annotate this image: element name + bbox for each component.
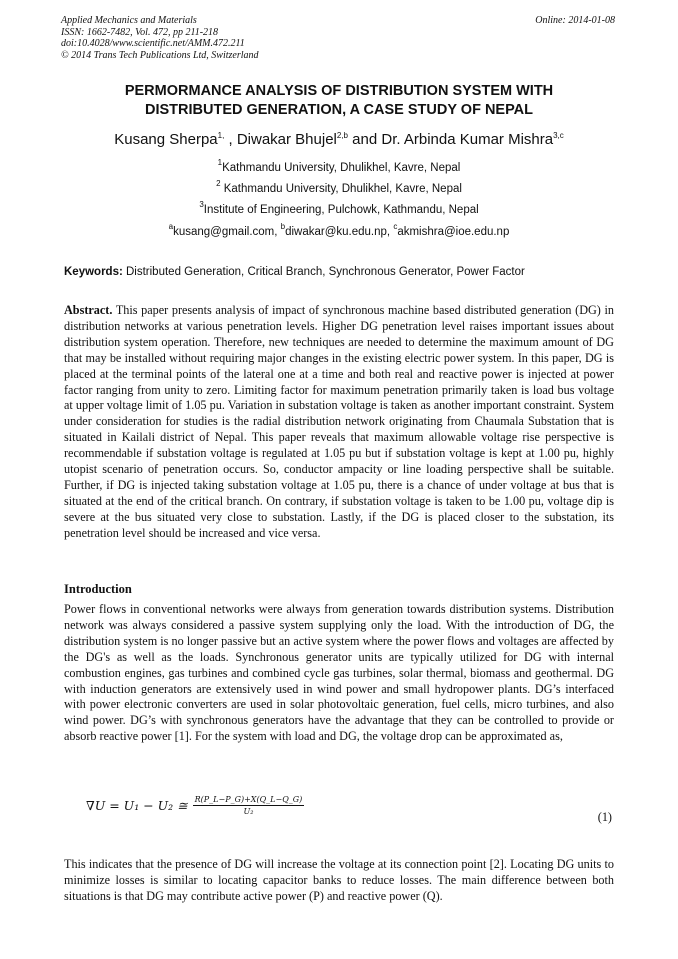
author-2-sup: 2,b <box>336 131 348 140</box>
email-line <box>64 222 614 238</box>
equation-numerator: R(P_L−P_G)+X(Q_L−Q_G) <box>194 795 303 804</box>
affiliation-1-text: Kathmandu University, Dhulikhel, Kavre, Nepal <box>222 162 461 174</box>
email-a-sup: a <box>168 222 174 231</box>
affiliation-3-text: Institute of Engineering, Pulchowk, Kathmandu, Nepal <box>203 204 479 216</box>
section-heading-introduction: Introduction <box>64 582 132 596</box>
affiliation-2-text: Kathmandu University, Dhulikhel, Kavre, Nepal <box>220 183 462 195</box>
affiliation-2 <box>64 179 614 195</box>
author-list <box>64 131 614 148</box>
copyright-line: © 2014 Trans Tech Publications Ltd, Switzerland <box>61 49 259 61</box>
author-1-sup: 1, <box>217 131 225 140</box>
email-b[interactable]: diwakar@ku.edu.np, <box>285 226 394 238</box>
journal-name: Applied Mechanics and Materials <box>61 15 197 26</box>
author-3: and Dr. Arbinda Kumar Mishra <box>348 131 554 148</box>
keywords <box>64 266 614 278</box>
paper-title <box>64 82 614 120</box>
email-b-sup: b <box>280 222 286 231</box>
affiliation-3-sup: 3 <box>199 200 204 209</box>
equation-denominator: U₂ <box>243 807 254 816</box>
title-line-1: PERMORMANCE ANALYSIS OF DISTRIBUTION SYSTEM WITH <box>124 83 554 99</box>
title-line-2: DISTRIBUTED GENERATION, A CASE STUDY OF NEPAL <box>144 102 534 118</box>
online-date: Online: 2014-01-08 <box>535 15 615 26</box>
issn-line: ISSN: 1662-7482, Vol. 472, pp 211-218 <box>61 26 219 38</box>
author-2: , Diwakar Bhujel <box>224 131 337 148</box>
affiliation-1 <box>64 158 614 174</box>
keywords-text: Distributed Generation, Critical Branch, Synchronous Generator, Power Factor <box>122 266 525 278</box>
equation-number: (1) <box>597 810 612 824</box>
equation-fraction <box>193 795 305 816</box>
abstract-label: Abstract. <box>64 303 113 317</box>
intro-paragraph-1: Power flows in conventional networks were always from generation towards distribution systems. Distribution network was always considered a passive system supplying only the load. With the introduction of DG, the distribution system is no longer passive but an active system where the power flows and voltages are affected by the DG's as well as the loads. Synchronous generator units are typically utilized for DG with internal combustion engines, gas turbines and combined cycle gas turbines, solar thermal, biomass and geothermal. DG with induction generators are extensively used in wind power and small hydropower plants. DG’s interfaced with power electronic converters are used in solar photovoltaic generation, fuel cells, micro turbines, and also wind power. DG’s with synchronous generators have the advantage that they can be controlled to provide or absorb reactive power [1]. For the system with load and DG, the voltage drop can be approximated as, <box>64 602 614 744</box>
intro-paragraph-2: This indicates that the presence of DG will increase the voltage at its connection point [2]. Locating DG units to minimize losses is similar to locating capacitor banks to reduce losses. The main difference between both situations is that DG may contribute active power (P) and reactive power (Q). <box>64 857 614 903</box>
journal-header <box>61 15 259 61</box>
email-c-sup: c <box>393 222 398 231</box>
author-3-sup: 3,c <box>553 131 564 140</box>
affiliation-3 <box>64 200 614 216</box>
keywords-label: Keywords: <box>64 266 123 278</box>
author-1: Kusang Sherpa <box>114 131 218 148</box>
email-c[interactable]: akmishra@ioe.edu.np <box>397 226 510 238</box>
abstract <box>64 303 614 542</box>
email-a[interactable]: kusang@gmail.com, <box>173 226 281 238</box>
affiliation-1-sup: 1 <box>217 158 223 167</box>
equation-lhs: ∇U = U₁ − U₂ ≅ <box>86 798 188 813</box>
affiliation-2-sup: 2 <box>216 179 221 188</box>
doi-line: doi:10.4028/www.scientific.net/AMM.472.211 <box>61 38 245 49</box>
equation-1 <box>86 795 304 816</box>
abstract-text: This paper presents analysis of impact of synchronous machine based distributed generation (DG) in distribution networks at various penetration levels. Higher DG penetration level raises important issues about distribution system operation. Therefore, new techniques are needed to determine the maximum amount of DG that may be installed without requiring major changes in the existing electric power system. In this paper, DG is placed at the terminal points of the lateral one at a time and both real and reactive power is injected at power factor ranging from unity to zero. Limiting factor for maximum penetration primarily taken is load bus voltage at upper voltage limit of 1.05 pu. Variation in substation voltage is taken as another important constraint. System under consideration for studies is the radial distribution network originating from Chaumala Substation that is situated in Kailali district of Nepal. This paper reveals that maximum allowable voltage rise perspective is recommendable if substation voltage is regulated at 1.05 pu but if substation voltage is kept at 1.00 pu, highly utopist scenario of penetration occurs. So, conductor ampacity or line loading perspective shall be suitable. Further, if DG is injected taking substation voltage at 1.05 pu, there is a chance of under voltage at bus that is situated at the end of the critical branch. On contrary, if substation voltage is taken to be 1.00 pu, voltage dip is severe at the bus situated very close to substation. Lastly, if the DG is placed closer to the substation, its penetration level should be increased and vice versa. <box>64 303 614 540</box>
